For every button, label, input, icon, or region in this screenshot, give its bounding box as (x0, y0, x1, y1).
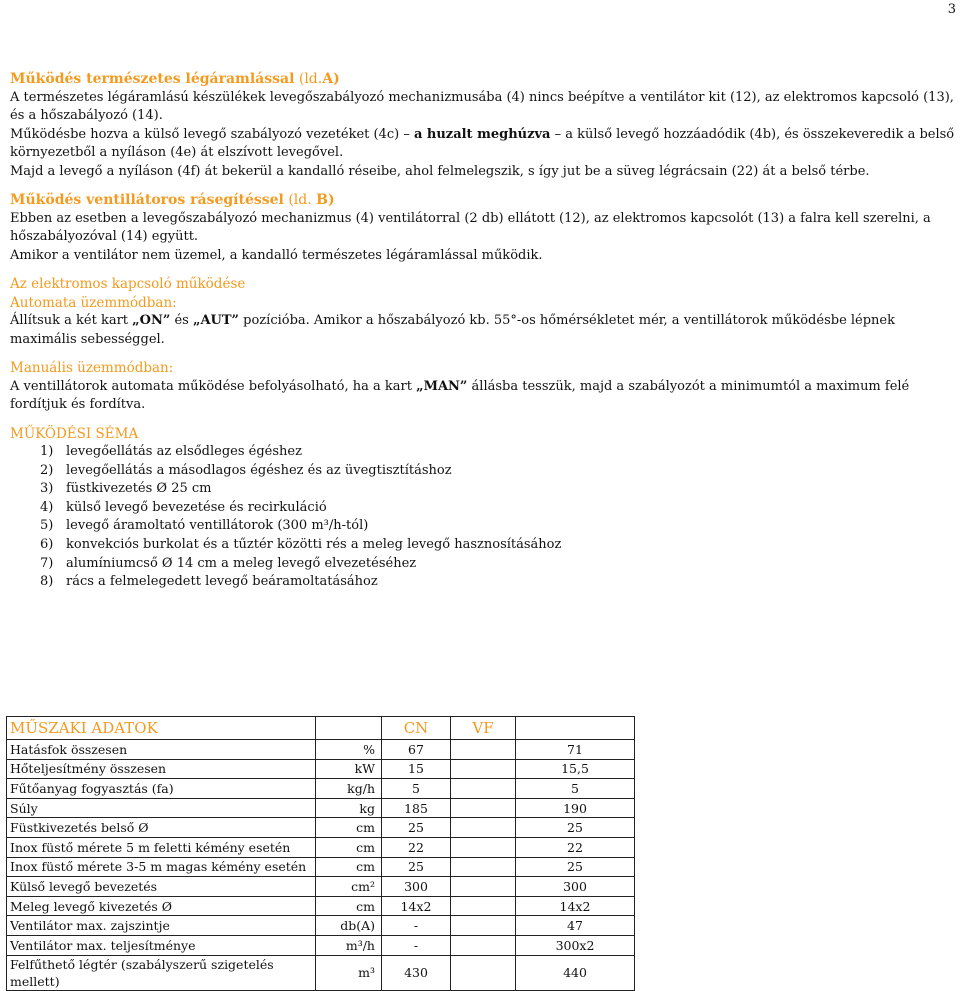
row-label: Füstkivezetés belső Ø (7, 818, 316, 838)
row-label: Meleg levegő kivezetés Ø (7, 896, 316, 916)
switch-title: Az elektromos kapcsoló működése (10, 276, 246, 292)
row-label: Súly (7, 798, 316, 818)
row-unit: cm² (316, 877, 382, 897)
row-cn: 14x2 (382, 896, 451, 916)
table-row (7, 740, 635, 760)
row-vf: 300x2 (516, 935, 635, 955)
row-spacer (451, 935, 516, 955)
text-run-bold: „AUT” (192, 313, 240, 328)
row-spacer (451, 877, 516, 897)
row-spacer (451, 896, 516, 916)
row-label: Hőteljesítmény összesen (7, 759, 316, 779)
auto-mode-title: Automata üzemmódban: (10, 294, 177, 311)
row-unit: kW (316, 759, 382, 779)
row-cn: - (382, 916, 451, 936)
row-cn: 430 (382, 955, 451, 990)
table-header-row (7, 717, 635, 740)
schema-title: MŰKÖDÉSI SÉMA (10, 425, 139, 442)
table-row (7, 798, 635, 818)
list-number: 8) (40, 574, 54, 590)
paragraph (10, 378, 955, 415)
row-label: Ventilátor max. teljesítménye (7, 935, 316, 955)
section-ref: B) (316, 192, 335, 208)
page-number: 3 (947, 2, 956, 17)
list-item (10, 555, 955, 574)
row-spacer (451, 955, 516, 990)
table-header-cell: CN (382, 717, 451, 740)
text-run: állásba tesszük, majd a szabályozót a minimumtól a maximum felé fordítjuk és fordítva. (10, 378, 910, 412)
table-row (7, 818, 635, 838)
row-label: Inox füstő mérete 5 m feletti kémény esetén (7, 837, 316, 857)
list-number: 5) (40, 518, 54, 534)
row-spacer (451, 916, 516, 936)
section-title-text: Működés ventillátoros rásegítéssel (10, 192, 284, 208)
text-run: Állítsuk a két kart (10, 313, 133, 328)
section-natural-title (10, 70, 955, 89)
row-unit: cm (316, 837, 382, 857)
section-switch (10, 275, 955, 415)
paragraph: Majd a levegő a nyíláson (4f) át bekerül a kandalló réseibe, ahol felmelegszik, s így jut be a süveg légrácsain (22) át a belső térbe. (10, 163, 870, 179)
paragraph: Ebben az esetben a levegőszabályozó mechanizmus (4) ventilátorral (2 db) ellátott (12), az elektromos kapcsolót (13) a falra kell szerelni, a hőszabályozóval (14) együtt. (10, 210, 931, 244)
list-item (10, 499, 955, 518)
table-row (7, 779, 635, 799)
row-vf: 300 (516, 877, 635, 897)
row-spacer (451, 740, 516, 760)
text-run-bold: „ON” (132, 313, 171, 328)
list-text: konvekciós burkolat és a tűztér közötti rés a meleg levegő hasznosításához (66, 536, 562, 552)
row-unit: cm (316, 896, 382, 916)
row-spacer (451, 759, 516, 779)
tech-data-table (6, 716, 635, 991)
list-item (10, 443, 955, 462)
list-text: levegőellátás az elsődleges égéshez (66, 444, 302, 459)
row-vf: 440 (516, 955, 635, 990)
text-run: Működésbe hozva a külső levegő szabályozó vezetéket (4c) – (10, 126, 414, 142)
row-label: Ventilátor max. zajszintje (7, 916, 316, 936)
table-header-cell: MŰSZAKI ADATOK (7, 717, 316, 740)
list-text: füstkivezetés Ø 25 cm (66, 481, 212, 497)
row-label: Felfűthető légtér (szabályszerű szigetelés mellett) (7, 955, 316, 990)
manual-mode-title: Manuális üzemmódban: (10, 360, 174, 376)
row-unit: m³ (316, 955, 382, 990)
section-natural (10, 70, 955, 181)
table-header-cell (516, 717, 635, 740)
table-header-cell: VF (451, 717, 516, 740)
row-cn: 15 (382, 759, 451, 779)
row-cn: 300 (382, 877, 451, 897)
row-cn: 67 (382, 740, 451, 760)
table-row (7, 837, 635, 857)
paragraph (10, 126, 955, 163)
list-number: 6) (40, 536, 54, 552)
document-body (10, 70, 955, 592)
paragraph: Amikor a ventilátor nem üzemel, a kandalló természetes légáramlással működik. (10, 247, 543, 263)
text-run: A ventillátorok automata működése befolyásolható, ha a kart (10, 378, 417, 394)
row-vf: 47 (516, 916, 635, 936)
row-unit: db(A) (316, 916, 382, 936)
row-spacer (451, 857, 516, 877)
list-item (10, 462, 955, 481)
paragraph: A természetes légáramlású készülékek levegőszabályozó mechanizmusába (4) nincs beépítve a ventilátor kit (12), az elektromos kapcsoló (13), és a hőszabályozó (14). (10, 89, 954, 123)
row-cn: 5 (382, 779, 451, 799)
schema-list (10, 443, 955, 592)
row-spacer (451, 779, 516, 799)
list-number: 3) (40, 481, 54, 497)
list-number: 7) (40, 555, 54, 571)
section-fan (10, 191, 955, 265)
table-row (7, 857, 635, 877)
row-unit: m³/h (316, 935, 382, 955)
list-text: rács a felmelegedett levegő beáramoltatásához (66, 574, 378, 590)
list-text: levegő áramoltató ventillátorok (300 m³/h-tól) (66, 518, 369, 534)
row-cn: 185 (382, 798, 451, 818)
row-vf: 14x2 (516, 896, 635, 916)
table-row (7, 759, 635, 779)
section-ref-prefix: (ld. (283, 192, 317, 208)
text-run: pozícióba. Amikor a hőszabályozó kb. 55°-os hőmérsékletet mér, a ventillátorok működésbe lépnek maximális sebességgel. (10, 313, 896, 347)
list-text: levegőellátás a másodlagos égéshez és az üvegtisztításhoz (66, 462, 452, 478)
row-spacer (451, 818, 516, 838)
list-item (10, 480, 955, 499)
section-ref: A) (322, 71, 340, 87)
row-unit: kg (316, 798, 382, 818)
row-vf: 190 (516, 798, 635, 818)
row-unit: cm (316, 857, 382, 877)
row-vf: 71 (516, 740, 635, 760)
table-row (7, 955, 635, 990)
section-ref-prefix: (ld. (294, 71, 323, 87)
text-run: – a külső levegő hozzáadódik (4b), és összekeveredik a belső környezetből a nyíláson (4e) át elszívott levegővel. (10, 126, 955, 160)
list-text: külső levegő bevezetése és recirkuláció (66, 499, 327, 515)
table-row (7, 916, 635, 936)
table-header-cell (316, 717, 382, 740)
row-unit: cm (316, 818, 382, 838)
row-cn: 25 (382, 857, 451, 877)
list-number: 1) (40, 444, 54, 459)
row-vf: 15,5 (516, 759, 635, 779)
table-row (7, 877, 635, 897)
row-vf: 5 (516, 779, 635, 799)
text-run: és (170, 313, 193, 328)
section-title-text: Működés természetes légáramlással (10, 71, 295, 87)
row-vf: 25 (516, 818, 635, 838)
text-run-bold: a huzalt meghúzva (413, 126, 551, 142)
section-fan-title (10, 191, 955, 210)
table-row (7, 896, 635, 916)
row-label: Fűtőanyag fogyasztás (fa) (7, 779, 316, 799)
list-number: 4) (40, 499, 54, 515)
row-spacer (451, 798, 516, 818)
row-label: Hatásfok összesen (7, 740, 316, 760)
row-label: Inox füstő mérete 3-5 m magas kémény esetén (7, 857, 316, 877)
row-vf: 22 (516, 837, 635, 857)
row-cn: 25 (382, 818, 451, 838)
list-item (10, 536, 955, 555)
paragraph (10, 312, 955, 349)
list-number: 2) (40, 462, 54, 478)
row-unit: % (316, 740, 382, 760)
text-run-bold: „MAN” (416, 378, 468, 394)
list-text: alumíniumcső Ø 14 cm a meleg levegő elvezetéséhez (66, 555, 417, 571)
row-spacer (451, 837, 516, 857)
list-item (10, 573, 955, 592)
row-label: Külső levegő bevezetés (7, 877, 316, 897)
list-item (10, 517, 955, 536)
row-cn: 22 (382, 837, 451, 857)
table-row (7, 935, 635, 955)
row-cn: - (382, 935, 451, 955)
section-schema (10, 425, 955, 592)
row-vf: 25 (516, 857, 635, 877)
row-unit: kg/h (316, 779, 382, 799)
